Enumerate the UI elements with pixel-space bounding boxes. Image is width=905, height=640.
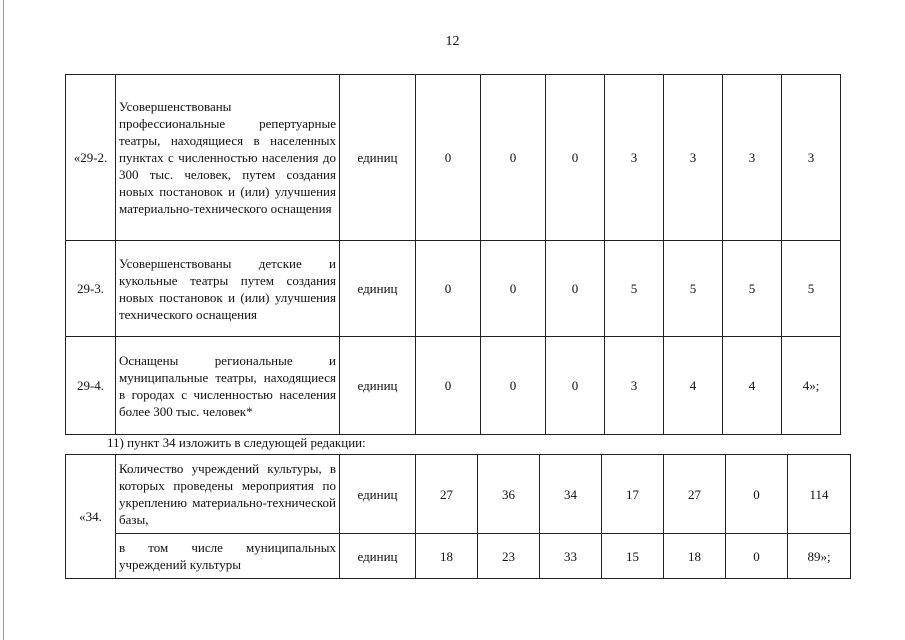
- value-cell: 17: [602, 455, 664, 534]
- page-number: 12: [445, 34, 460, 49]
- unit-cell: единиц: [340, 75, 416, 241]
- indicator-description: в том числе муниципальных учреждений культуры: [116, 534, 340, 579]
- row-number: 29-3.: [66, 241, 116, 337]
- amendment-instruction: 11) пункт 34 изложить в следующей редакции:: [107, 435, 366, 450]
- value-cell: 89»;: [788, 534, 851, 579]
- value-cell: 3: [605, 337, 664, 435]
- unit-cell: единиц: [340, 241, 416, 337]
- unit-cell: единиц: [340, 337, 416, 435]
- value-cell: 23: [478, 534, 540, 579]
- value-cell: 4: [664, 337, 723, 435]
- table-row: [66, 534, 851, 579]
- unit-cell: единиц: [340, 534, 416, 579]
- indicators-table-34: [65, 454, 851, 579]
- value-cell: 33: [540, 534, 602, 579]
- value-cell: 18: [664, 534, 726, 579]
- value-cell: 4»;: [782, 337, 841, 435]
- indicators-table-29: [65, 74, 841, 435]
- indicator-description: Оснащены региональные и муниципальные театры, находящиеся в городах с численностью населения более 300 тыс. человек*: [116, 337, 340, 435]
- value-cell: 0: [416, 337, 481, 435]
- row-number: «34.: [66, 455, 116, 579]
- value-cell: 5: [664, 241, 723, 337]
- unit-cell: единиц: [340, 455, 416, 534]
- value-cell: 36: [478, 455, 540, 534]
- value-cell: 0: [481, 337, 546, 435]
- value-cell: 3: [723, 75, 782, 241]
- value-cell: 4: [723, 337, 782, 435]
- value-cell: 0: [481, 75, 546, 241]
- table-row: [66, 337, 841, 435]
- value-cell: 3: [782, 75, 841, 241]
- value-cell: 5: [723, 241, 782, 337]
- table-row: [66, 455, 851, 534]
- table-row: [66, 241, 841, 337]
- value-cell: 0: [546, 75, 605, 241]
- indicator-description: Усовершенствованы профессиональные репертуарные театры, находящиеся в населенных пунктах с численностью населения до 300 тыс. человек, путем создания новых постановок и (или) улучшения материально-технического оснащения: [116, 75, 340, 241]
- table-row: [66, 75, 841, 241]
- value-cell: 3: [664, 75, 723, 241]
- value-cell: 5: [782, 241, 841, 337]
- value-cell: 34: [540, 455, 602, 534]
- indicator-description: Количество учреждений культуры, в которых проведены мероприятия по укреплению материально-технической базы,: [116, 455, 340, 534]
- indicator-description: Усовершенствованы детские и кукольные театры путем создания новых постановок и (или) улучшения технического оснащения: [116, 241, 340, 337]
- value-cell: 0: [546, 241, 605, 337]
- value-cell: 0: [726, 534, 788, 579]
- value-cell: 0: [546, 337, 605, 435]
- value-cell: 0: [416, 241, 481, 337]
- value-cell: 15: [602, 534, 664, 579]
- row-number: «29-2.: [66, 75, 116, 241]
- value-cell: 0: [416, 75, 481, 241]
- row-number: 29-4.: [66, 337, 116, 435]
- value-cell: 3: [605, 75, 664, 241]
- value-cell: 27: [664, 455, 726, 534]
- value-cell: 0: [726, 455, 788, 534]
- value-cell: 0: [481, 241, 546, 337]
- page-edge-rule: [3, 0, 4, 640]
- value-cell: 27: [416, 455, 478, 534]
- value-cell: 114: [788, 455, 851, 534]
- value-cell: 18: [416, 534, 478, 579]
- value-cell: 5: [605, 241, 664, 337]
